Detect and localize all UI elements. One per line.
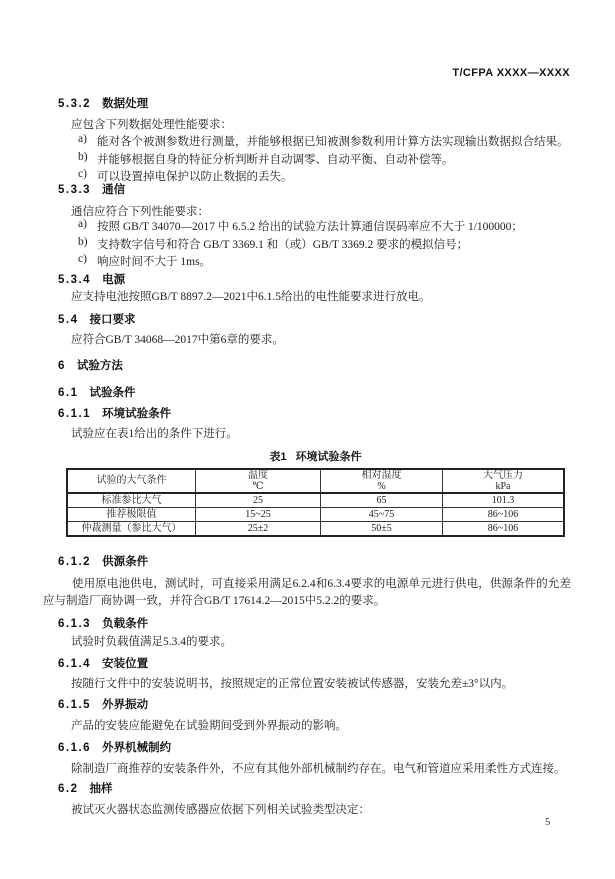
section-heading-5-3-2 (58, 95, 148, 111)
column-unit: % (377, 481, 386, 492)
section-number: 6 (58, 360, 66, 372)
section-title: 试验条件 (89, 387, 136, 399)
list-text: 支持数字信号和符合 GB/T 3369.1 和（或）GB/T 3369.2 要求的模拟信号； (97, 238, 469, 251)
table-cell: 25±2 (195, 522, 320, 535)
column-unit: kPa (495, 481, 511, 492)
paragraph-6-1-1: 试验应在表1给出的条件下进行。 (71, 428, 238, 440)
section-title: 抽样 (89, 783, 113, 795)
paragraph-5-3-4: 应支持电池按照GB/T 8897.2—2021中6.1.5给出的电性能要求进行放电。 (71, 291, 431, 303)
list-marker: a) (78, 218, 87, 230)
section-number: 6.1.4 (58, 658, 92, 670)
table-cell: 25 (195, 494, 320, 507)
section-number: 6.1.5 (58, 699, 92, 711)
list-marker: c) (78, 168, 87, 180)
list-marker: b) (78, 150, 88, 163)
list-item (78, 168, 569, 186)
section-heading-5-3-3 (58, 181, 125, 197)
paragraph-5-4: 应符合GB/T 34068—2017中第6章的要求。 (71, 334, 284, 346)
section-title: 环境试验条件 (102, 408, 172, 420)
table-row (68, 494, 563, 507)
table-header-cell (68, 470, 195, 492)
section-number: 5.3.2 (58, 98, 92, 110)
paragraph-6-1-3: 试验时负载值满足5.3.4的要求。 (71, 636, 232, 648)
list-5-3-2 (78, 133, 569, 186)
section-number: 6.1.2 (58, 556, 92, 568)
list-item (78, 236, 523, 254)
paragraph-6-2: 被试灭火器状态监测传感器应依据下列相关试验类型决定： (71, 804, 370, 816)
list-item (78, 151, 569, 169)
list-marker: c) (78, 253, 87, 265)
table-cell: 仲裁测量（参比大气） (81, 522, 182, 534)
table-caption (66, 448, 565, 464)
table-header-cell (195, 470, 320, 492)
section-heading-6-1-3 (58, 615, 148, 631)
paragraph-5-3-3-intro: 通信应符合下列性能要求： (71, 206, 209, 218)
section-heading-6-1-2 (58, 553, 148, 569)
section-number: 5.3.4 (58, 274, 92, 286)
list-item (78, 253, 523, 271)
table-cell: 50±5 (320, 522, 442, 535)
section-number: 6.1.1 (58, 408, 92, 420)
section-number: 5.4 (58, 314, 79, 326)
column-name: 试验的大气条件 (96, 475, 167, 487)
list-text: 响应时间不大于 1ms。 (97, 256, 212, 268)
section-heading-5-3-4 (58, 271, 125, 287)
section-title: 负载条件 (102, 618, 149, 630)
section-heading-6 (58, 357, 123, 373)
list-5-3-3 (78, 218, 523, 271)
table-cell: 15~25 (195, 508, 320, 521)
section-title: 接口要求 (89, 314, 136, 326)
doc-code: T/CFPA XXXX—XXXX (452, 67, 570, 79)
section-title: 外界机械制约 (102, 742, 172, 754)
section-title: 供源条件 (102, 556, 149, 568)
table-cell: 65 (320, 494, 442, 507)
section-heading-5-4 (58, 311, 136, 327)
paragraph-6-1-4: 按随行文件中的安装说明书，按照规定的正常位置安装被试传感器，安装允差±3°以内。 (71, 678, 514, 690)
column-name: 相对湿度 (361, 469, 402, 481)
column-unit: ℃ (252, 481, 264, 492)
table-environment-conditions (66, 468, 565, 537)
paragraph-6-1-2: 使用原电池供电，测试时，可直接采用满足6.2.4和6.3.4要求的电源单元进行供电，供源条件的允差应与制造厂商协调一致，并符合GB/T 17614.2—2015中5.2.2的要求。 (43, 578, 571, 607)
section-title: 安装位置 (102, 658, 149, 670)
section-title: 数据处理 (102, 98, 149, 110)
table-caption-label: 表1 (269, 451, 287, 463)
table-cell: 推荐极限值 (106, 508, 157, 520)
column-name: 温度 (248, 469, 268, 481)
table-row (68, 507, 563, 521)
table-cell: 86~106 (442, 522, 563, 535)
table-header-cell (320, 470, 442, 492)
table-caption-title: 环境试验条件 (295, 451, 362, 463)
table-header-row (68, 470, 563, 494)
paragraph-5-3-2-intro: 应包含下列数据处理性能要求： (71, 119, 232, 131)
list-marker: a) (78, 133, 87, 145)
column-name: 大气压力 (483, 469, 523, 481)
table-header-cell (442, 470, 563, 492)
table-cell: 86~106 (442, 508, 563, 521)
section-heading-6-1 (58, 384, 136, 400)
section-heading-6-1-5 (58, 696, 148, 712)
section-number: 6.1.6 (58, 742, 92, 754)
table-cell: 45~75 (320, 508, 442, 521)
section-number: 6.1 (58, 387, 79, 399)
list-marker: b) (78, 235, 88, 248)
paragraph-6-1-5: 产品的安装应能避免在试验期间受到外界振动的影响。 (71, 720, 347, 732)
list-text: 并能够根据自身的特征分析判断并自动调零、自动平衡、自动补偿等。 (97, 153, 454, 166)
section-heading-6-2 (58, 780, 113, 796)
section-number: 6.1.3 (58, 618, 92, 630)
list-text: 按照 GB/T 34070—2017 中 6.5.2 给出的试验方法计算通信误码率应不大于 1/100000； (97, 221, 523, 233)
list-item (78, 133, 569, 151)
list-text: 可以设置掉电保护以防止数据的丢失。 (97, 171, 293, 183)
section-title: 外界振动 (102, 699, 149, 711)
table-cell: 标准参比大气 (101, 494, 162, 506)
section-title: 通信 (102, 184, 126, 196)
section-heading-6-1-1 (58, 405, 171, 421)
section-number: 6.2 (58, 783, 79, 795)
paragraph-6-1-6: 除制造厂商推荐的安装条件外，不应有其他外部机械制约存在。电气和管道应采用柔性方式连接。 (71, 763, 566, 775)
table-cell: 101.3 (442, 494, 563, 507)
section-heading-6-1-4 (58, 655, 148, 671)
section-title: 电源 (102, 274, 126, 286)
table-row (68, 521, 563, 535)
section-heading-6-1-6 (58, 739, 171, 755)
section-title: 试验方法 (76, 360, 123, 372)
list-text: 能对各个被测参数进行测量，并能够根据已知被测参数利用计算方法实现输出数据拟合结果。 (97, 136, 569, 148)
list-item (78, 218, 523, 236)
section-number: 5.3.3 (58, 184, 92, 196)
page-number: 5 (545, 817, 551, 828)
